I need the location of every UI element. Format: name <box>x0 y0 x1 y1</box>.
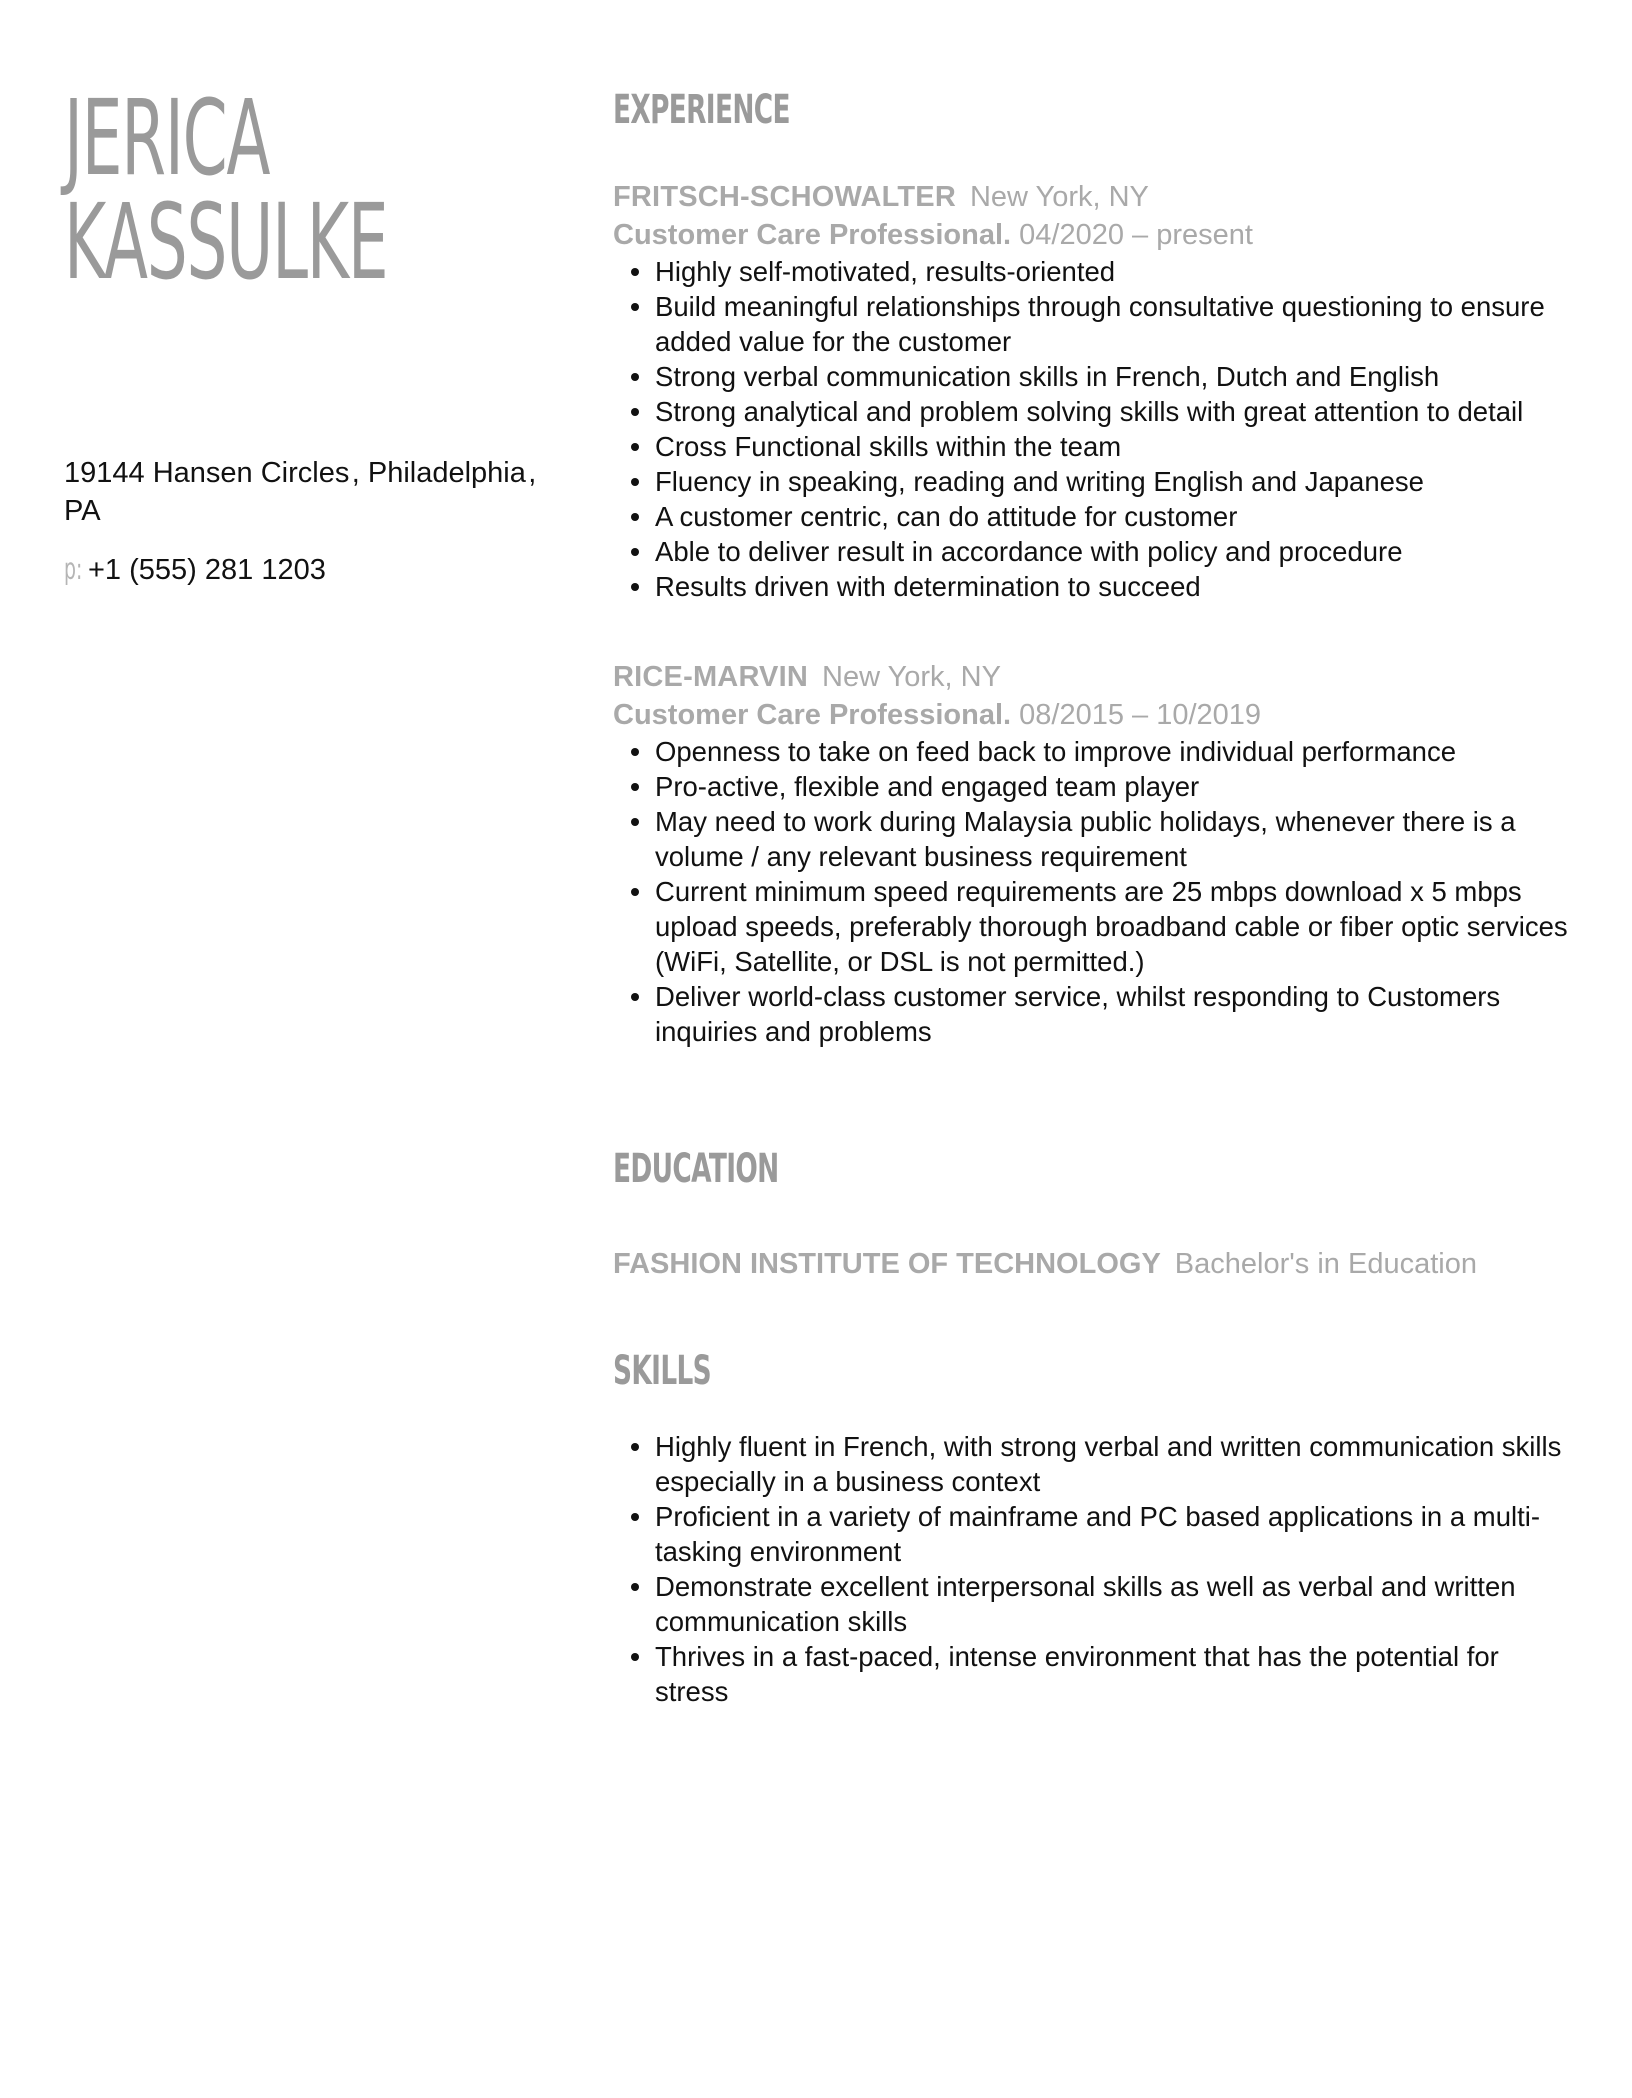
list-item: Current minimum speed requirements are 25 mbps download x 5 mbps upload speeds, preferably thorough broadband cable or fiber optic services (WiFi, Satellite, or DSL is not permitted.) <box>655 874 1573 979</box>
job-bullet-list <box>613 734 1573 1049</box>
list-item: Build meaningful relationships through consultative questioning to ensure added value for the customer <box>655 289 1573 359</box>
job-role: Customer Care Professional. <box>613 219 1012 251</box>
job-dates: 04/2020 – present <box>1019 219 1253 251</box>
contact-column <box>64 77 564 589</box>
list-item: Pro-active, flexible and engaged team player <box>655 769 1573 804</box>
job-entry <box>613 658 1573 1049</box>
job-dates: 08/2015 – 10/2019 <box>1019 699 1262 731</box>
education-section <box>613 1145 1573 1283</box>
list-item: Strong verbal communication skills in French, Dutch and English <box>655 359 1573 394</box>
phone-label: p: <box>64 552 83 586</box>
main-column <box>613 86 1573 1709</box>
job-location: New York, NY <box>822 661 1001 693</box>
list-item: Cross Functional skills within the team <box>655 429 1573 464</box>
list-item: Proficient in a variety of mainframe and PC based applications in a multi-tasking environment <box>655 1499 1573 1569</box>
job-bullet-list <box>613 254 1573 604</box>
list-item: May need to work during Malaysia public holidays, whenever there is a volume / any relevant business requirement <box>655 804 1573 874</box>
skills-heading: SKILLS <box>613 1348 711 1394</box>
job-location: New York, NY <box>969 181 1149 213</box>
job-role-line <box>613 216 1573 254</box>
skills-bullet-list <box>613 1429 1573 1709</box>
candidate-last-name: KASSULKE <box>64 181 388 303</box>
job-role: Customer Care Professional. <box>613 699 1012 731</box>
experience-section <box>613 86 1573 1049</box>
experience-heading: EXPERIENCE <box>613 87 790 133</box>
education-degree: Bachelor's in Education <box>1174 1248 1477 1280</box>
job-company-line <box>613 658 1573 696</box>
phone-number: +1 (555) 281 1203 <box>88 554 326 586</box>
list-item: A customer centric, can do attitude for customer <box>655 499 1573 534</box>
list-item: Openness to take on feed back to improve individual performance <box>655 734 1573 769</box>
candidate-phone <box>64 550 564 589</box>
job-company: FRITSCH-SCHOWALTER <box>613 181 956 213</box>
candidate-name <box>64 77 388 303</box>
education-heading: EDUCATION <box>613 1146 779 1192</box>
candidate-address: 19144 Hansen Circles , Philadelphia , PA <box>64 457 537 527</box>
list-item: Fluency in speaking, reading and writing English and Japanese <box>655 464 1573 499</box>
list-item: Demonstrate excellent interpersonal skills as well as verbal and written communication skills <box>655 1569 1573 1639</box>
list-item: Highly self-motivated, results-oriented <box>655 254 1573 289</box>
education-school: FASHION INSTITUTE OF TECHNOLOGY <box>613 1248 1161 1280</box>
job-role-line <box>613 696 1573 734</box>
job-company: RICE-MARVIN <box>613 661 809 693</box>
list-item: Strong analytical and problem solving skills with great attention to detail <box>655 394 1573 429</box>
list-item: Able to deliver result in accordance with policy and procedure <box>655 534 1573 569</box>
list-item: Deliver world-class customer service, whilst responding to Customers inquiries and problems <box>655 979 1573 1049</box>
job-entry <box>613 178 1573 604</box>
list-item: Thrives in a fast-paced, intense environment that has the potential for stress <box>655 1639 1573 1709</box>
list-item: Highly fluent in French, with strong verbal and written communication skills especially in a business context <box>655 1429 1573 1499</box>
list-item: Results driven with determination to succeed <box>655 569 1573 604</box>
job-company-line <box>613 178 1573 216</box>
skills-section <box>613 1347 1573 1709</box>
education-entry <box>613 1245 1573 1283</box>
candidate-first-name: JERICA <box>64 77 270 199</box>
